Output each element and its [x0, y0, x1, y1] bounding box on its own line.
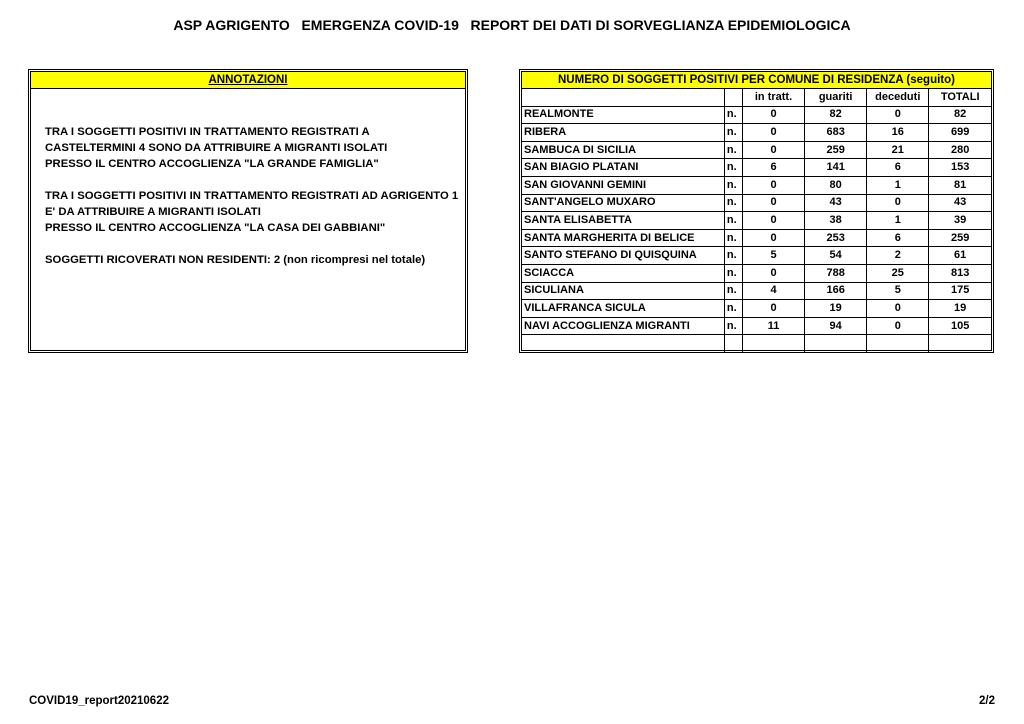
cell-totali: 19 [929, 300, 991, 318]
cell-unit: n. [724, 176, 742, 194]
page-title: ASP AGRIGENTO EMERGENZA COVID-19 REPORT DEI DATI DI SORVEGLIANZA EPIDEMIOLOGICA [173, 17, 851, 33]
cell-totali: 61 [929, 247, 991, 265]
annotation-line: PRESSO IL CENTRO ACCOGLIENZA "LA CASA DEI GABBIANI" [45, 222, 386, 234]
annotation-line: CASTELTERMINI 4 SONO DA ATTRIBUIRE A MIGRANTI ISOLATI [45, 142, 388, 154]
cell-unit: n. [724, 159, 742, 177]
cell-deceduti: 25 [867, 264, 929, 282]
cell-unit: n. [724, 282, 742, 300]
cell-comune: VILLAFRANCA SICULA [522, 300, 724, 318]
cell-guariti: 38 [805, 212, 867, 230]
positives-by-municipality-panel [519, 69, 994, 353]
cell-deceduti: 21 [867, 141, 929, 159]
table-row [522, 229, 991, 247]
cell-in-tratt [742, 335, 804, 353]
cell-in-tratt: 4 [742, 282, 804, 300]
cell-deceduti: 0 [867, 194, 929, 212]
cell-deceduti: 6 [867, 159, 929, 177]
table-row [522, 282, 991, 300]
cell-deceduti: 1 [867, 176, 929, 194]
cell-comune: SICULIANA [522, 282, 724, 300]
column-header-deceduti: deceduti [867, 89, 929, 106]
annotation-line: TRA I SOGGETTI POSITIVI IN TRATTAMENTO REGISTRATI AD AGRIGENTO 1 [45, 190, 459, 202]
cell-guariti: 259 [805, 141, 867, 159]
cell-totali: 699 [929, 124, 991, 142]
cell-comune: REALMONTE [522, 106, 724, 124]
cell-unit [724, 335, 742, 353]
cell-guariti: 80 [805, 176, 867, 194]
table-row [522, 106, 991, 124]
cell-comune: SAN BIAGIO PLATANI [522, 159, 724, 177]
cell-unit: n. [724, 300, 742, 318]
annotations-panel [28, 69, 468, 353]
cell-unit: n. [724, 229, 742, 247]
cell-comune: SANTA ELISABETTA [522, 212, 724, 230]
cell-in-tratt: 0 [742, 141, 804, 159]
cell-in-tratt: 0 [742, 212, 804, 230]
cell-unit: n. [724, 141, 742, 159]
cell-deceduti: 0 [867, 106, 929, 124]
cell-comune: SAN GIOVANNI GEMINI [522, 176, 724, 194]
cell-in-tratt: 11 [742, 317, 804, 335]
table-row [522, 176, 991, 194]
cell-deceduti: 0 [867, 300, 929, 318]
cell-in-tratt: 0 [742, 264, 804, 282]
cell-totali: 81 [929, 176, 991, 194]
annotation-line: E' DA ATTRIBUIRE A MIGRANTI ISOLATI [45, 206, 261, 218]
column-header-comune [522, 89, 724, 106]
annotation-paragraph [45, 124, 459, 172]
annotation-line: PRESSO IL CENTRO ACCOGLIENZA "LA GRANDE FAMIGLIA" [45, 158, 379, 170]
annotation-line: TRA I SOGGETTI POSITIVI IN TRATTAMENTO REGISTRATI A [45, 126, 370, 138]
cell-guariti: 683 [805, 124, 867, 142]
cell-totali: 175 [929, 282, 991, 300]
cell-guariti [805, 335, 867, 353]
cell-comune: SANT'ANGELO MUXARO [522, 194, 724, 212]
cell-comune: SCIACCA [522, 264, 724, 282]
cell-guariti: 82 [805, 106, 867, 124]
cell-deceduti: 0 [867, 317, 929, 335]
column-header-guariti: guariti [805, 89, 867, 106]
cell-unit: n. [724, 264, 742, 282]
column-header-in-tratt: in tratt. [742, 89, 804, 106]
cell-comune [522, 335, 724, 353]
positives-table-header: NUMERO DI SOGGETTI POSITIVI PER COMUNE DI RESIDENZA (seguito) [522, 72, 991, 89]
annotations-header: ANNOTAZIONI [31, 72, 465, 89]
cell-totali: 280 [929, 141, 991, 159]
cell-in-tratt: 5 [742, 247, 804, 265]
cell-guariti: 141 [805, 159, 867, 177]
cell-in-tratt: 0 [742, 300, 804, 318]
cell-totali [929, 335, 991, 353]
cell-totali: 259 [929, 229, 991, 247]
page-number: 2/2 [979, 695, 995, 707]
cell-comune: SANTO STEFANO DI QUISQUINA [522, 247, 724, 265]
cell-totali: 43 [929, 194, 991, 212]
table-row [522, 264, 991, 282]
column-header-totali: TOTALI [929, 89, 991, 106]
cell-deceduti [867, 335, 929, 353]
cell-deceduti: 5 [867, 282, 929, 300]
cell-in-tratt: 0 [742, 229, 804, 247]
cell-comune: NAVI ACCOGLIENZA MIGRANTI [522, 317, 724, 335]
cell-totali: 105 [929, 317, 991, 335]
annotations-body [45, 124, 459, 284]
cell-deceduti: 2 [867, 247, 929, 265]
cell-totali: 153 [929, 159, 991, 177]
cell-totali: 813 [929, 264, 991, 282]
cell-totali: 82 [929, 106, 991, 124]
cell-guariti: 94 [805, 317, 867, 335]
cell-unit: n. [724, 317, 742, 335]
annotations-frame [30, 71, 466, 351]
cell-guariti: 43 [805, 194, 867, 212]
cell-unit: n. [724, 194, 742, 212]
cell-totali: 39 [929, 212, 991, 230]
table-row [522, 194, 991, 212]
table-row [522, 335, 991, 353]
cell-unit: n. [724, 247, 742, 265]
annotation-line: SOGGETTI RICOVERATI NON RESIDENTI: 2 (non ricompresi nel totale) [45, 254, 426, 266]
table-row [522, 247, 991, 265]
cell-unit: n. [724, 106, 742, 124]
report-filename: COVID19_report20210622 [29, 695, 169, 707]
cell-unit: n. [724, 124, 742, 142]
cell-comune: SAMBUCA DI SICILIA [522, 141, 724, 159]
cell-guariti: 166 [805, 282, 867, 300]
positives-table [522, 89, 991, 353]
cell-in-tratt: 0 [742, 176, 804, 194]
cell-in-tratt: 6 [742, 159, 804, 177]
column-header-unit [724, 89, 742, 106]
cell-deceduti: 16 [867, 124, 929, 142]
table-row [522, 124, 991, 142]
cell-guariti: 253 [805, 229, 867, 247]
annotation-paragraph [45, 252, 459, 268]
cell-in-tratt: 0 [742, 124, 804, 142]
cell-unit: n. [724, 212, 742, 230]
cell-deceduti: 6 [867, 229, 929, 247]
annotation-paragraph [45, 188, 459, 236]
cell-guariti: 788 [805, 264, 867, 282]
table-row [522, 159, 991, 177]
cell-guariti: 19 [805, 300, 867, 318]
cell-comune: RIBERA [522, 124, 724, 142]
positives-table-frame [521, 71, 992, 351]
cell-deceduti: 1 [867, 212, 929, 230]
cell-guariti: 54 [805, 247, 867, 265]
table-row [522, 141, 991, 159]
cell-in-tratt: 0 [742, 106, 804, 124]
cell-comune: SANTA MARGHERITA DI BELICE [522, 229, 724, 247]
table-row [522, 317, 991, 335]
table-row [522, 212, 991, 230]
cell-in-tratt: 0 [742, 194, 804, 212]
table-row [522, 300, 991, 318]
table-column-headers [522, 89, 991, 106]
